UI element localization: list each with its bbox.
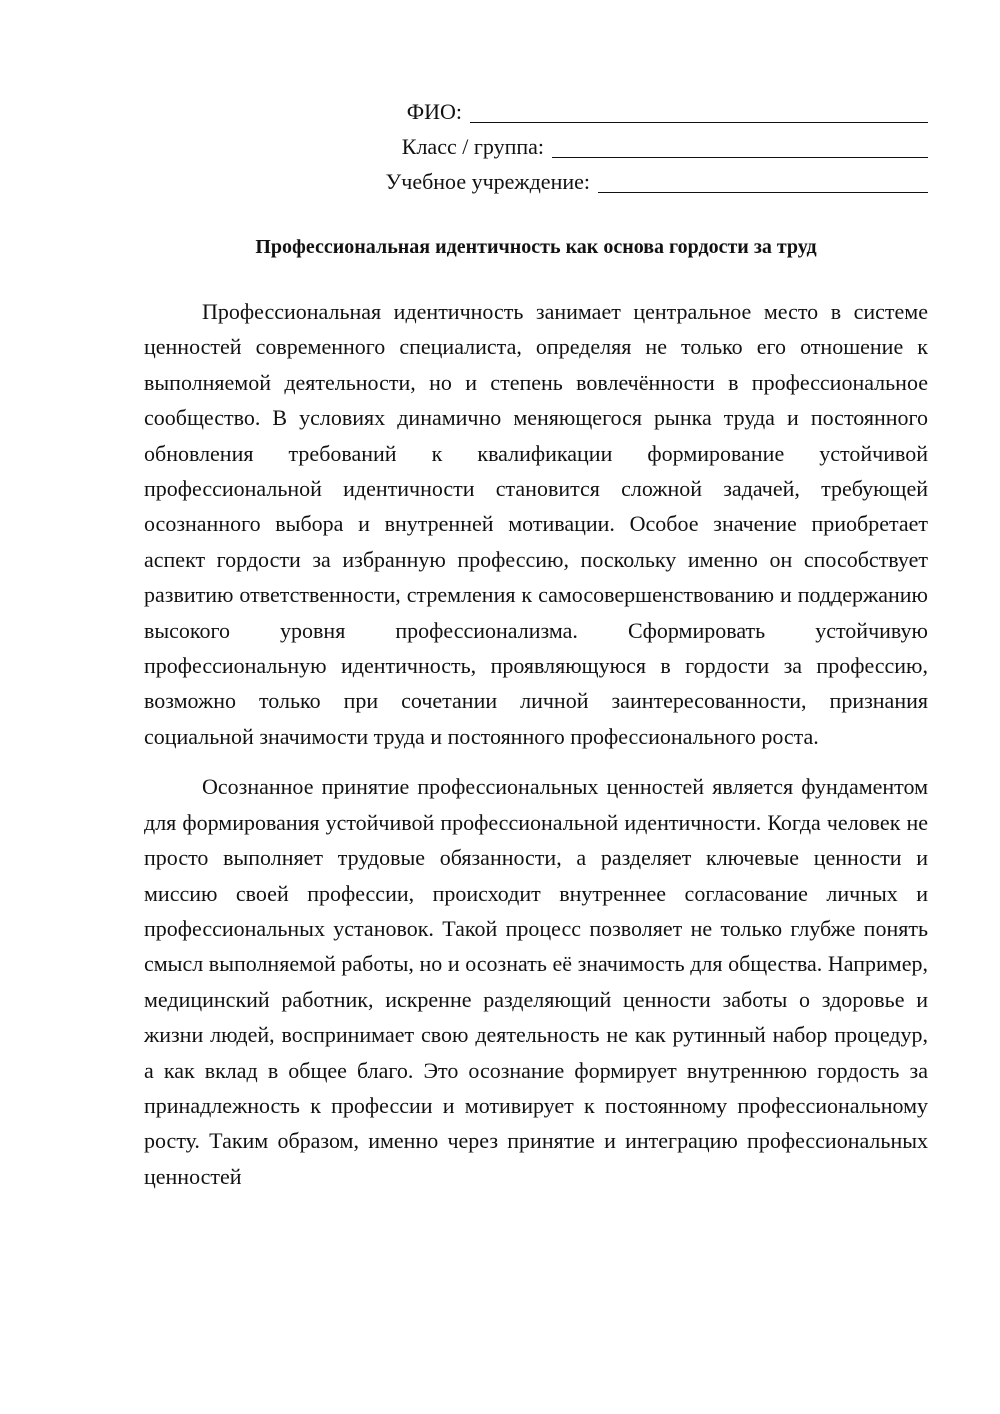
school-label: Учебное учреждение: bbox=[385, 169, 590, 194]
document-title: Профессиональная идентичность как основа гордости за труд bbox=[255, 236, 817, 258]
fio-blank-line bbox=[470, 98, 928, 123]
class-blank-line bbox=[552, 133, 928, 158]
fio-label: ФИО: bbox=[406, 99, 462, 124]
fio-field-row bbox=[300, 94, 928, 129]
school-field-row bbox=[300, 164, 928, 199]
paragraph-2: Осознанное принятие профессиональных ценностей является фундаментом для формирования устойчивой профессиональной идентичности. Когда человек не просто выполняет трудовые обязанности, а разделяет ключевые ценности и миссию своей профессии, происходит внутреннее согласование личных и профессиональных установок. Такой процесс позволяет не только глубже понять смысл выполняемой работы, но и осознать её значимость для общества. Например, медицинский работник, искренне разделяющий ценности заботы о здоровье и жизни людей, воспринимает свою деятельность не как рутинный набор процедур, а как вклад в общее благо. Это осознание формирует внутреннюю гордость за принадлежность к профессии и мотивирует к постоянному профессиональному росту. Таким образом, именно через принятие и интеграцию профессиональных ценностей bbox=[144, 774, 928, 1189]
student-info-fields bbox=[300, 94, 928, 199]
school-blank-line bbox=[598, 168, 928, 193]
class-label: Класс / группа: bbox=[401, 134, 544, 159]
document-body bbox=[144, 294, 928, 1209]
class-field-row bbox=[300, 129, 928, 164]
paragraph-1: Профессиональная идентичность занимает центральное место в системе ценностей современного специалиста, определяя не только его отношение к выполняемой деятельности, но и степень вовлечённости в профессиональное сообщество. В условиях динамично меняющегося рынка труда и постоянного обновления требований к квалификации формирование устойчивой профессиональной идентичности становится сложной задачей, требующей осознанного выбора и внутренней мотивации. Особое значение приобретает аспект гордости за избранную профессию, поскольку именно он способствует развитию ответственности, стремления к самосовершенствованию и поддержанию высокого уровня профессионализма. Сформировать устойчивую профессиональную идентичность, проявляющуюся в гордости за профессию, возможно только при сочетании личной заинтересованности, признания социальной значимости труда и постоянного профессионального роста. bbox=[144, 299, 928, 749]
